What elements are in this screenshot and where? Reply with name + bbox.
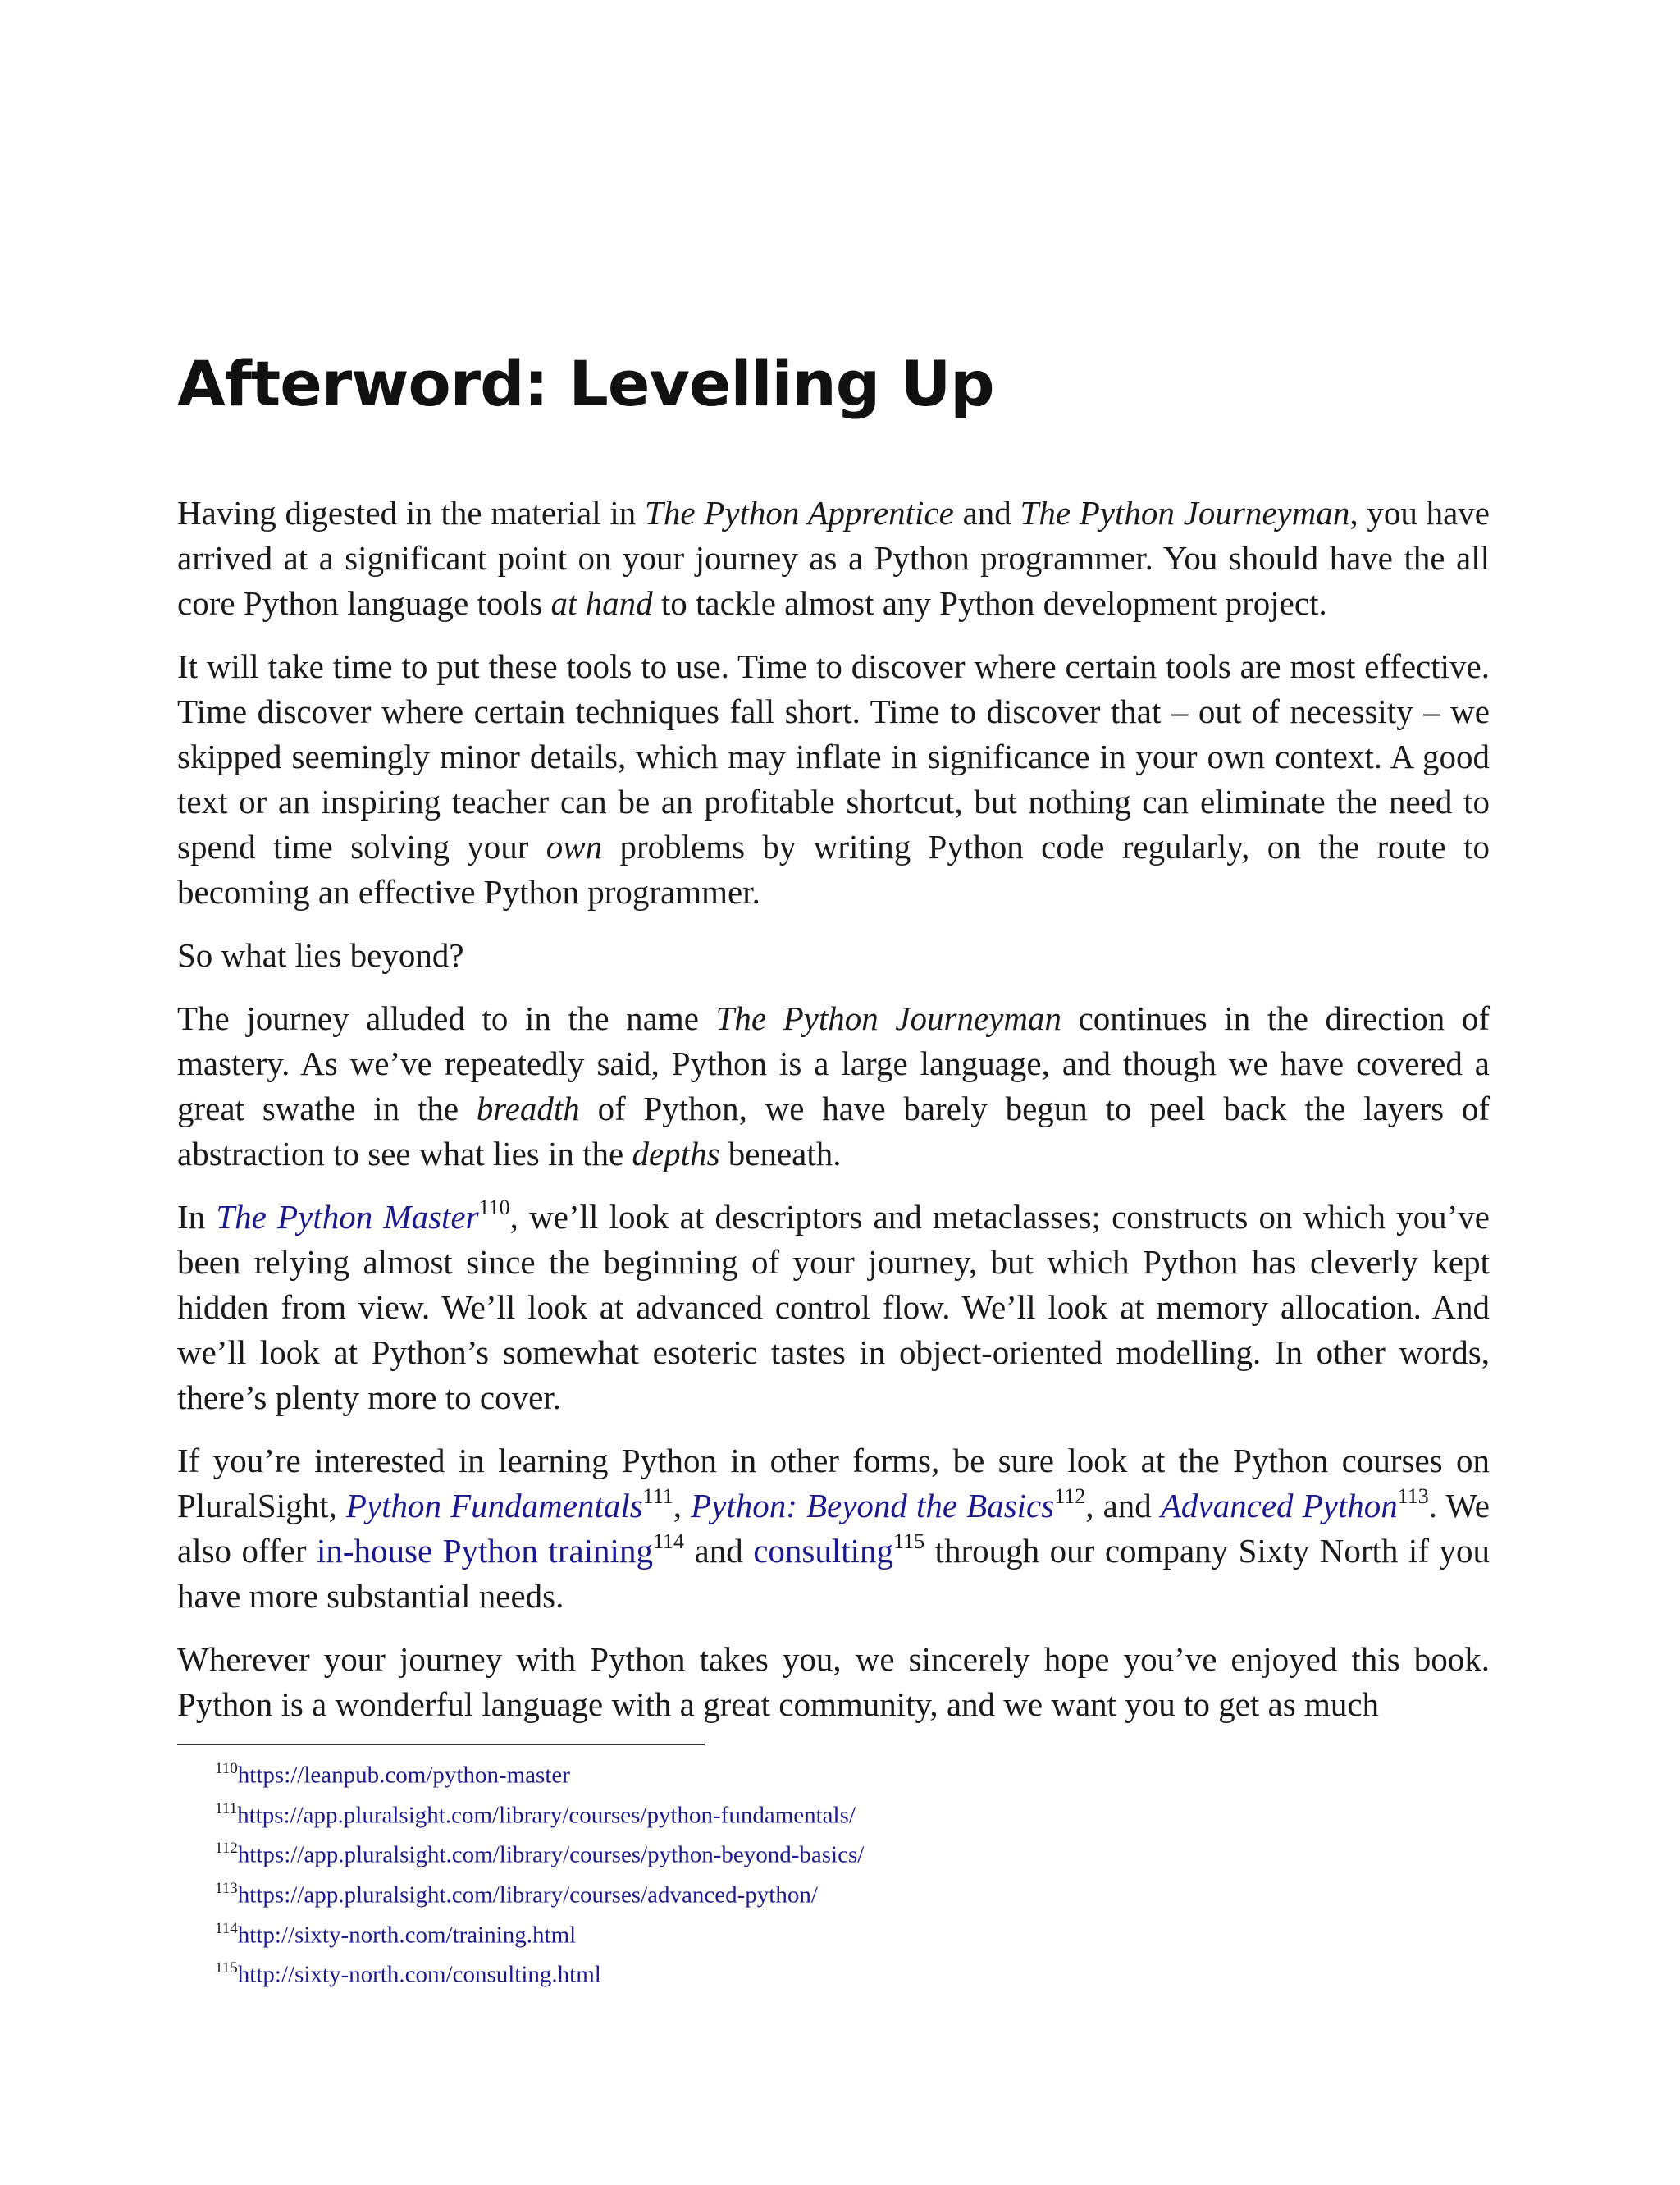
footnote-ref: 113 [1397, 1484, 1429, 1509]
footnotes [215, 1753, 864, 1992]
book-title: The Python Apprentice [645, 494, 954, 532]
paragraph-5: In The Python Master$^{110}$, we’ll look at descriptors and metaclasses; constructs on which you’ve been relying almost since the beginning of your journey, but which Python has cleverly kept hidden from view. We’ll look at advanced control flow. We’ll look at memory allocation. And we’ll look at Python’s somewhat esoteric tastes in object-oriented modelling. In other words, there’s plenty more to cover. [177, 1195, 1491, 1416]
paragraph-6: If you’re interested in learning Python in other forms, be sure look at the Python courses on PluralSight, Python Fundamentals$^{111}$, Python: Beyond the Basics$^{112}$, and Advanced Python$^{113}$. We also offer in-house Python training$^{114}$ and consulting$^{115}$ through our company Sixty North if you have more substantial needs. [177, 1442, 1490, 1615]
footnote-115: $^{115}$http://sixty-north.com/consulting.html [215, 1959, 601, 1988]
link-consulting[interactable]: consulting [753, 1532, 894, 1570]
paragraph-2: It will take time to put these tools to use. Time to discover where certain tools are most effective. Time discover where certain techniques fall short. Time to discover that – out of necessity – we skipped seemingly minor details, which may inflate in significance in your own context. A good text or an inspiring teacher can be an profitable shortcut, but nothing can eliminate the need to spend time solving your own problems by writing Python code regularly, on the route to becoming an effective Python programmer. [177, 647, 1490, 911]
footnote-link[interactable]: https://app.pluralsight.com/library/courses/python-fundamentals/ [237, 1802, 856, 1829]
footnote-114: $^{114}$http://sixty-north.com/training.html [215, 1919, 577, 1949]
link-python-fundamentals[interactable]: Python Fundamentals [345, 1487, 643, 1524]
link-python-master[interactable]: The Python Master [216, 1198, 479, 1236]
paragraph-7: Wherever your journey with Python takes you, we sincerely hope you’ve enjoyed this book. Python is a wonderful language with a great community, and we want you to get as much [177, 1640, 1490, 1723]
footnote-link[interactable]: https://leanpub.com/python-master [237, 1762, 570, 1789]
emphasis: at hand [550, 584, 653, 622]
footnote-110: $^{110}$https://leanpub.com/python-master [215, 1760, 570, 1789]
footnote-divider [177, 1744, 705, 1745]
body-text [177, 491, 1490, 1745]
link-in-house-training[interactable]: in-house Python training [317, 1532, 653, 1570]
emphasis: depths [632, 1135, 720, 1172]
footnote-ref: 115 [893, 1529, 925, 1554]
footnote-112: $^{112}$https://app.pluralsight.com/library/courses/python-beyond-basics/ [215, 1840, 865, 1868]
paragraph-3: So what lies beyond? [177, 936, 464, 974]
link-python-beyond-basics[interactable]: Python: Beyond the Basics [691, 1487, 1055, 1524]
footnote-link[interactable]: https://app.pluralsight.com/library/courses/advanced-python/ [237, 1881, 818, 1908]
paragraph-4: The journey alluded to in the name The Python Journeyman continues in the direction of mastery. As we’ve repeatedly said, Python is a large language, and though we have covered a great swathe in the breadth of Python, we have barely begun to peel back the layers of abstraction to see what lies in the depths beneath. [177, 999, 1490, 1172]
paragraph-1: Having digested in the material in The Python Apprentice and The Python Journeyman, you have arrived at a significant point on your journey as a Python programmer. You should have the all core Python language tools at hand to tackle almost any Python development project. [177, 494, 1491, 622]
footnote-link[interactable]: http://sixty-north.com/consulting.html [237, 1961, 601, 1988]
link-advanced-python[interactable]: Advanced Python [1160, 1487, 1398, 1524]
footnote-link[interactable]: http://sixty-north.com/training.html [237, 1922, 577, 1949]
footnote-ref: 111 [642, 1484, 673, 1509]
emphasis: own [546, 828, 603, 866]
book-title: The Python Journeyman [715, 999, 1062, 1037]
footnote-ref: 112 [1054, 1484, 1086, 1509]
page-title: Afterword: Levelling Up [177, 347, 994, 420]
book-title: The Python Journeyman [1020, 494, 1350, 532]
footnote-111: $^{111}$https://app.pluralsight.com/library/courses/python-fundamentals/ [215, 1799, 856, 1829]
footnote-113: $^{113}$https://app.pluralsight.com/library/courses/advanced-python/ [215, 1879, 818, 1908]
footnote-ref: 114 [652, 1529, 684, 1554]
emphasis: breadth [476, 1090, 580, 1127]
footnote-link[interactable]: https://app.pluralsight.com/library/courses/python-beyond-basics/ [237, 1841, 865, 1868]
footnote-ref: 110 [478, 1195, 510, 1220]
